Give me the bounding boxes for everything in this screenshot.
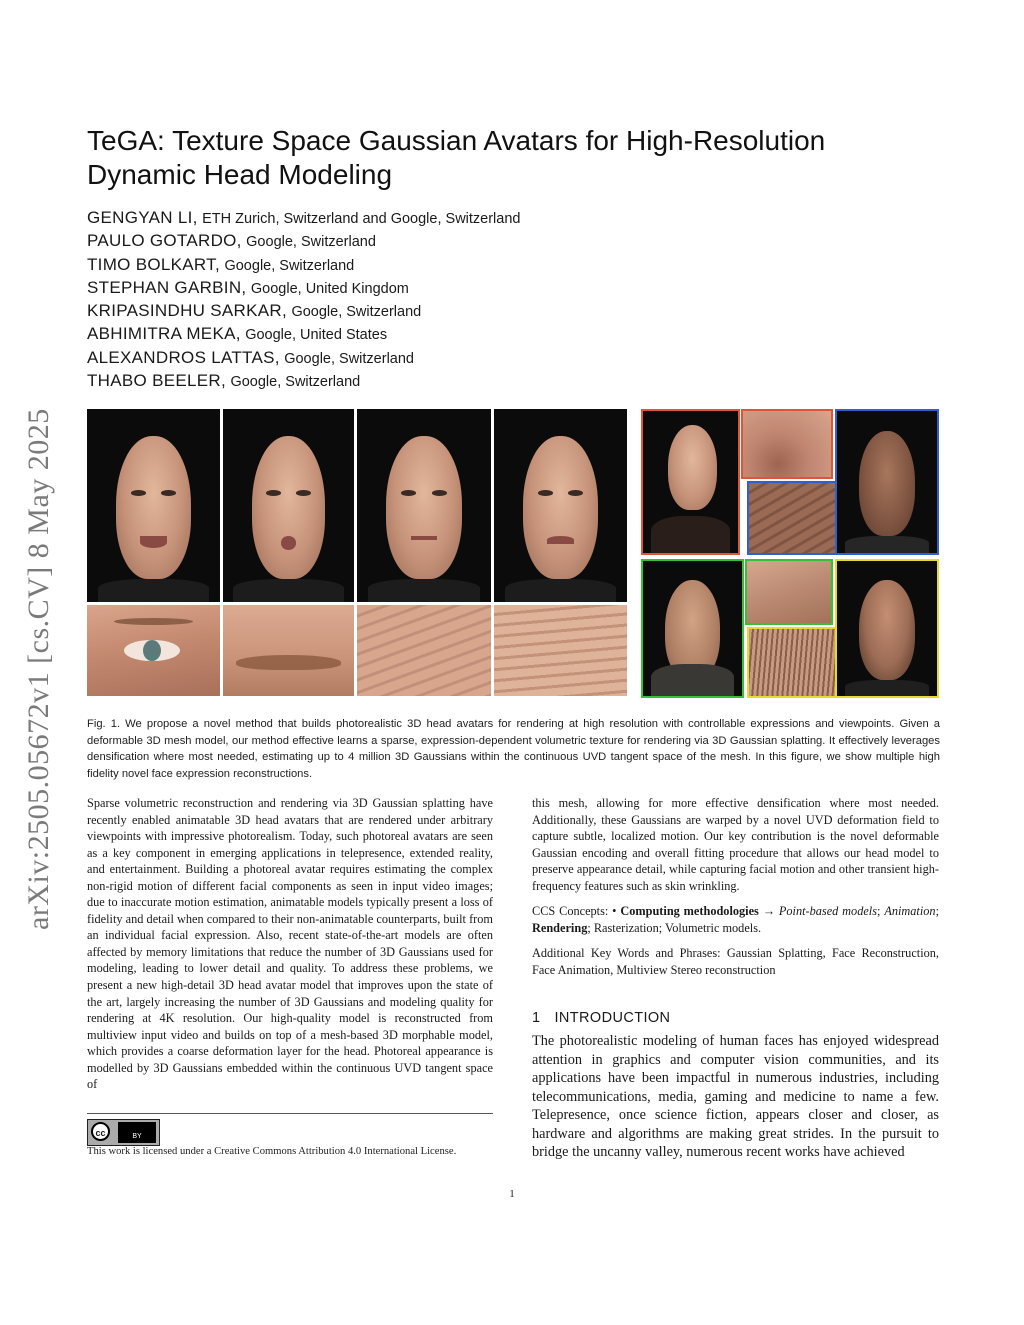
forehead-wrinkle-detail-crop	[494, 605, 627, 696]
page-number: 1	[509, 1188, 515, 1200]
expression-render-smile	[87, 409, 220, 602]
author-entry	[87, 346, 887, 369]
figure-caption: Fig. 1. We propose a novel method that builds photorealistic 3D head avatars for rendering at high resolution with controllable expressions and viewpoints. Given a deformable 3D mesh model, our method effective learns a sparse, expression-dependent volumetric texture for rendering via 3D Gaussian splatting. It effectively leverages densification where most needed, estimating up to 4 million 3D Gaussians within the continuous UVD tangent space of the mesh. In this figure, we show multiple high fidelity novel face expression reconstructions.	[87, 718, 940, 780]
cc-icon: cc	[91, 1122, 110, 1141]
cc-by-license-badge[interactable]	[87, 1119, 160, 1146]
author-entry	[87, 206, 887, 229]
expression-render-open-mouth	[223, 409, 354, 602]
introduction-paragraph: The photorealistic modeling of human faces has enjoyed widespread attention in graphics and computer vision communities, and its applications have been impactful in numerous industries, including telecommunications, media, gaming and medicine to name a few. Telepresence, once science fiction, appears closer and closer, as hardware and algorithms are making great strides. In the pursuit to bridge the uncanny valley, numerous recent works have achieved	[532, 1033, 939, 1160]
author-affiliation: Google, Switzerland	[291, 304, 422, 321]
abstract-paragraph-continued: this mesh, allowing for more effective densification where most needed. Additionally, these Gaussians are warped by a novel UVD deformation field to capture subtle, localized motion. Our key contribution is the novel deformable Gaussian encoding and overall fitting procedure that allows our head model to preserve appearance detail, while capturing facial motion and other transient high-frequency features such as skin wrinkling.	[532, 796, 939, 893]
expression-render-sad	[494, 409, 627, 602]
footnote-divider	[87, 1113, 493, 1114]
section-title: INTRODUCTION	[554, 1010, 671, 1026]
teaser-figure	[87, 409, 939, 699]
ccs-concepts: CCS Concepts: • Computing methodologies → Point-based models; Animation; Rendering; Rasterization; Volumetric models.	[532, 904, 939, 935]
author-name: STEPHAN GARBIN,	[87, 277, 247, 297]
keywords: Additional Key Words and Phrases: Gaussian Splatting, Face Reconstruction, Face Animation, Multiview Stereo reconstruction	[532, 946, 939, 977]
author-name: THABO BEELER,	[87, 371, 226, 391]
skin-detail-crop-blue	[747, 481, 837, 555]
author-name: GENGYAN LI,	[87, 208, 198, 227]
chin-wrinkle-detail-crop	[357, 605, 491, 696]
novel-view-bearded-man-yellow	[835, 559, 939, 698]
expression-render-frown	[357, 409, 491, 602]
author-affiliation: Google, United States	[245, 327, 388, 344]
author-list	[87, 206, 887, 392]
novel-view-man-green	[641, 559, 744, 698]
author-name: TIMO BOLKART,	[87, 254, 221, 274]
by-label: BY	[118, 1122, 156, 1143]
novel-view-man-blue	[835, 409, 939, 555]
author-affiliation: Google, United Kingdom	[250, 280, 409, 297]
author-name: ALEXANDROS LATTAS,	[87, 347, 280, 367]
author-affiliation: Google, Switzerland	[284, 350, 414, 367]
eye-detail-crop	[87, 605, 220, 696]
author-entry	[87, 229, 887, 252]
section-heading	[532, 1010, 670, 1026]
author-name: ABHIMITRA MEKA,	[87, 324, 241, 344]
author-entry	[87, 299, 887, 322]
author-entry	[87, 322, 887, 345]
arxiv-identifier-stamp: arXiv:2505.05672v1 [cs.CV] 8 May 2025	[22, 408, 55, 930]
beard-detail-crop-yellow	[747, 627, 837, 698]
abstract-paragraph: Sparse volumetric reconstruction and rendering via 3D Gaussian splatting have recently enabled animatable 3D head avatars that are rendered under arbitrary viewpoints with impressive photorealism. Today, such photoreal avatars are seen as a key component in emerging applications in telepresence, extended reality, and entertainment. Building a photoreal avatar requires estimating the complex non-rigid motion of different facial components as seen in input video images; due to inaccurate motion estimation, animatable models typically present a loss of fidelity and detail when compared to their non-animatable counterparts, built from an individual facial expression. Also, recent state-of-the-art models are often affected by memory limitations that reduce the number of 3D Gaussians used for modeling, leading to lower detail and quality. To address these problems, we present a new high-detail 3D head avatar model that improves upon the state of the art, largely increasing the number of 3D Gaussians and modeling quality for rendering at 4K resolution. Our high-quality model is reconstructed from multiview input video and builds on top of a mesh-based 3D morphable model, which provides a coarse deformation layer for the head. Photoreal appearance is modelled by 3D Gaussians embedded within the continuous UVD tangent space of	[87, 796, 493, 1092]
author-name: PAULO GOTARDO,	[87, 231, 242, 251]
abstract-right-column	[532, 795, 939, 978]
author-name: KRIPASINDHU SARKAR,	[87, 301, 287, 321]
author-affiliation: Google, Switzerland	[230, 374, 361, 391]
skin-detail-crop-red	[741, 409, 833, 479]
author-entry	[87, 276, 887, 299]
novel-view-woman-red	[641, 409, 740, 555]
author-entry	[87, 253, 887, 276]
mustache-detail-crop	[223, 605, 354, 696]
author-entry	[87, 369, 887, 392]
author-affiliation: Google, Switzerland	[246, 234, 376, 251]
author-affiliation: ETH Zurich, Switzerland and Google, Switzerland	[202, 211, 521, 227]
author-affiliation: Google, Switzerland	[224, 257, 355, 274]
paper-title: TeGA: Texture Space Gaussian Avatars for High-Resolution Dynamic Head Modeling	[87, 125, 826, 190]
license-notice: This work is licensed under a Creative Commons Attribution 4.0 International License.	[87, 1146, 457, 1157]
abstract-left-column	[87, 795, 493, 1093]
section-number: 1	[532, 1010, 541, 1026]
skin-detail-crop-green	[745, 559, 833, 625]
